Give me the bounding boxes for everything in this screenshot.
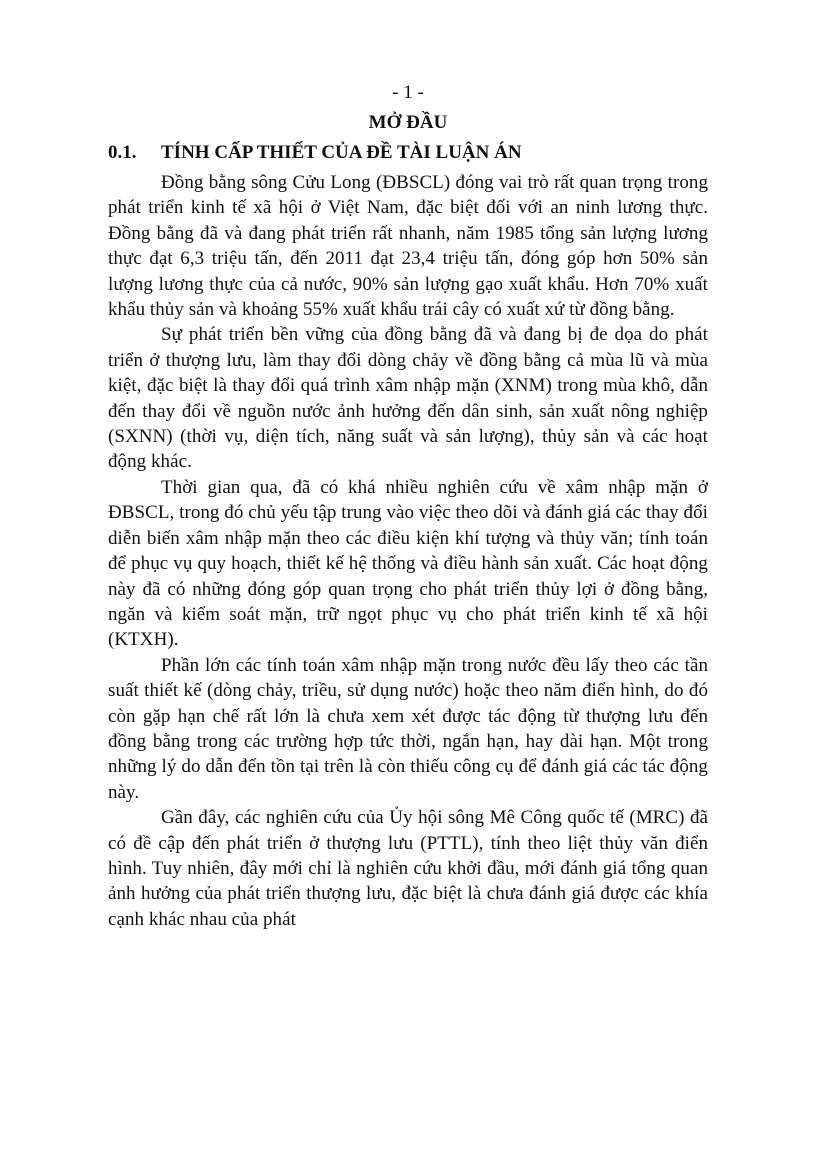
paragraph-1: Đồng bằng sông Cửu Long (ĐBSCL) đóng vai trò rất quan trọng trong phát triển kinh tế xã hội ở Việt Nam, đặc biệt đối với an ninh lương thực. Đồng bằng đã và đang phát triển rất nhanh, năm 1985 tổng sản lượng lương thực đạt 6,3 triệu tấn, đến 2011 đạt 23,4 triệu tấn, đóng góp hơn 50% sản lượng lương thực của cả nước, 90% sản lượng gạo xuất khẩu. Hơn 70% xuất khẩu thủy sản và khoảng 55% xuất khẩu trái cây có xuất xứ từ đồng bằng. bbox=[108, 172, 708, 321]
page-title: MỞ ĐẦU bbox=[368, 112, 448, 133]
paragraph-4: Phần lớn các tính toán xâm nhập mặn trong nước đều lấy theo các tần suất thiết kế (dòng chảy, triều, sử dụng nước) hoặc theo năm điển hình, do đó còn gặp hạn chế rất lớn là chưa xem xét được tác động từ thượng lưu đến đồng bằng trong các trường hợp tức thời, ngắn hạn, hay dài hạn. Một trong những lý do dẫn đến tồn tại trên là còn thiếu công cụ để đánh giá các tác động này. bbox=[108, 654, 708, 803]
section-number: 0.1. bbox=[108, 142, 137, 163]
paragraph-5: Gần đây, các nghiên cứu của Ủy hội sông Mê Công quốc tế (MRC) đã có đề cập đến phát triển ở thượng lưu (PTTL), tính theo liệt thủy văn điển hình. Tuy nhiên, đây mới chỉ là nghiên cứu khởi đầu, mới đánh giá tổng quan ảnh hưởng của phát triển thượng lưu, đặc biệt là chưa đánh giá được các khía cạnh khác nhau của phát bbox=[108, 807, 708, 930]
paragraph-3: Thời gian qua, đã có khá nhiều nghiên cứu về xâm nhập mặn ở ĐBSCL, trong đó chủ yếu tập trung vào việc theo dõi và đánh giá các thay đổi diễn biến xâm nhập mặn theo các điều kiện khí tượng và thủy văn; tính toán để phục vụ quy hoạch, thiết kế hệ thống và điều hành sản xuất. Các hoạt động này đã có những đóng góp quan trọng cho phát triển thủy lợi ở đồng bằng, ngăn và kiểm soát mặn, trữ ngọt phục vụ cho phát triển kinh tế xã hội (KTXH). bbox=[108, 476, 708, 651]
page-number: - 1 - bbox=[392, 82, 424, 103]
document-page bbox=[108, 80, 708, 932]
section-heading bbox=[108, 140, 708, 166]
section-title: TÍNH CẤP THIẾT CỦA ĐỀ TÀI LUẬN ÁN bbox=[161, 142, 522, 163]
paragraph-2: Sự phát triển bền vững của đồng bằng đã và đang bị đe dọa do phát triển ở thượng lưu, làm thay đổi dòng chảy về đồng bằng cả mùa lũ và mùa kiệt, đặc biệt là thay đổi quá trình xâm nhập mặn (XNM) trong mùa khô, dẫn đến thay đổi về nguồn nước ảnh hưởng đến dân sinh, sản xuất nông nghiệp (SXNN) (thời vụ, diện tích, năng suất và sản lượng), thủy sản và các hoạt động khác. bbox=[108, 324, 708, 473]
